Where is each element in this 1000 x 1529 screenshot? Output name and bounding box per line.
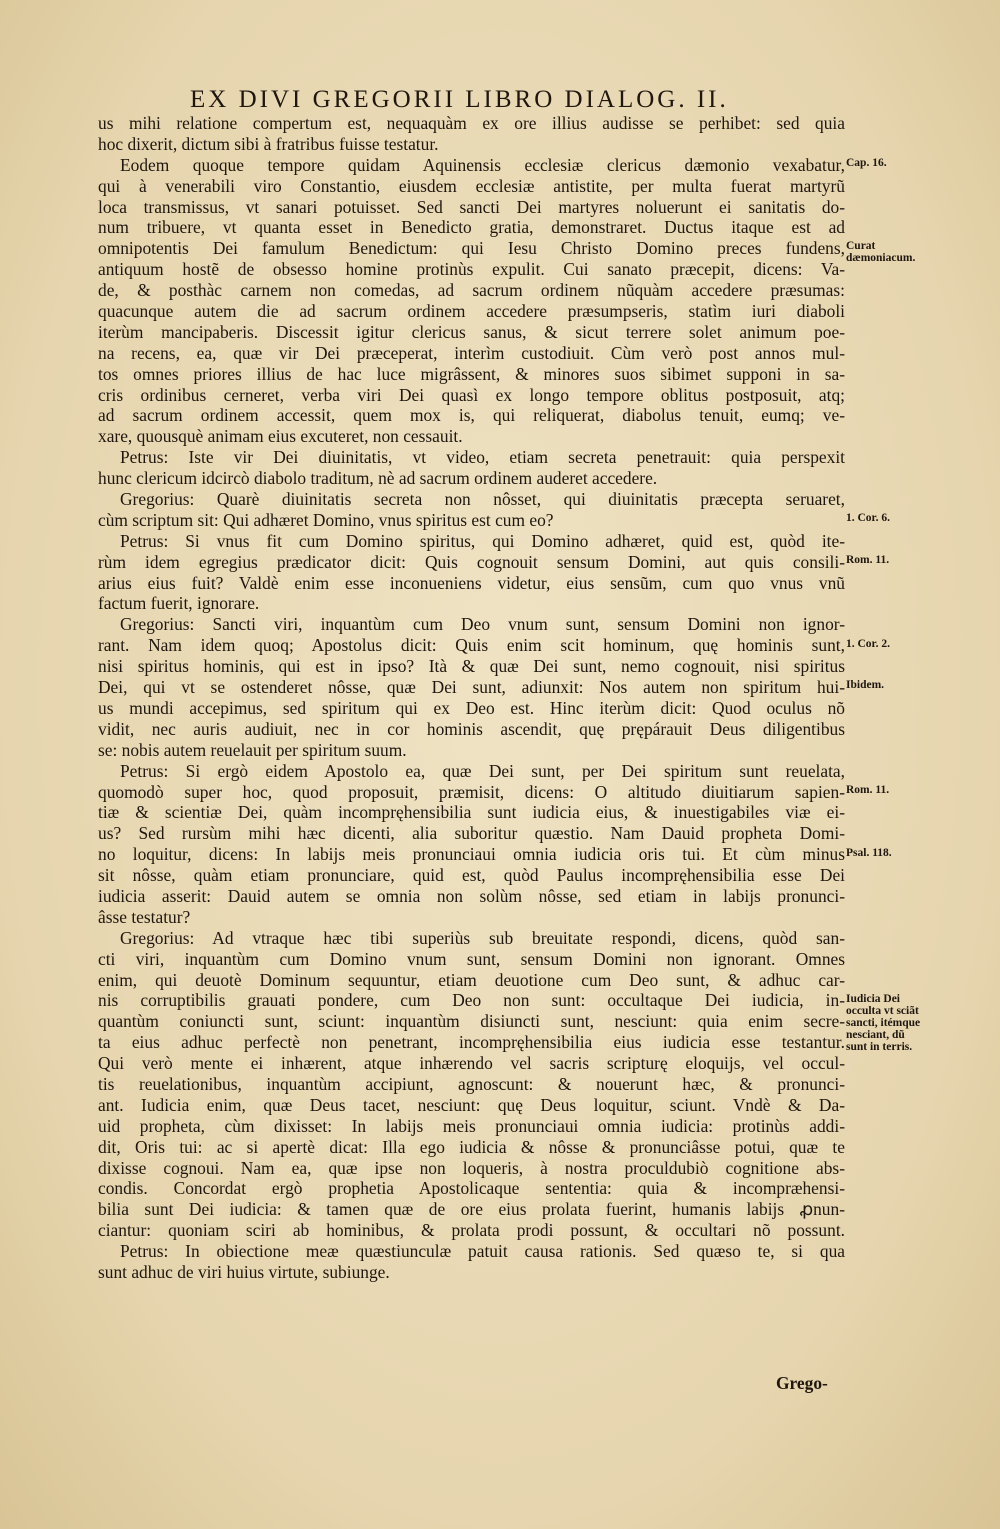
- text-line: qui à venerabili viro Constantio, eiusdem ecclesiæ antistite, per multa fuerat martyrũ: [98, 175, 845, 196]
- text-line: arius eius fuit? Valdè enim esse inconueniens videtur, eius sensũm, cum quo vnus vnũ: [98, 572, 845, 593]
- text-line: dixisse cognoui. Nam ea, quæ ipse non loqueris, à nostra proculdubiò cognitione abs-: [98, 1157, 845, 1178]
- text-line: xare, quousquè animam eius excuteret, non cessauit.: [98, 426, 463, 447]
- text-line: Petrus: Si vnus fit cum Domino spiritus, qui Domino adhæret, quid est, quòd ite-: [120, 530, 845, 551]
- margin-note: Rom. 11.: [846, 783, 890, 796]
- text-line: se: nobis autem reuelauit per spiritum suum.: [98, 739, 407, 760]
- text-line: sit nôsse, quàm etiam pronunciare, quid est, quòd Paulus incompręhensibilia esse Dei: [98, 865, 845, 886]
- text-line: quomodò super hoc, quod proposuit, præmisit, dicens: O altitudo diuitiarum sapien-: [98, 781, 845, 802]
- text-line: enim, qui deuotè Dominum sequuntur, etiam deuotione cum Deo sunt, & adhuc car-: [98, 969, 845, 990]
- margin-note: 1. Cor. 6.: [846, 512, 890, 525]
- margin-note: Curat dæmoniacum.: [846, 240, 916, 265]
- text-line: hunc clericum idcircò diabolo traditum, nè ad sacrum ordinem auderet accedere.: [98, 468, 658, 489]
- text-line: ciantur: quoniam sciri ab hominibus, & prolata prodi possunt, & occultari nõ possunt.: [98, 1220, 845, 1241]
- text-line: us mundi accepimus, sed spiritum qui ex Deo est. Hinc iterùm dicit: Quod oculus nõ: [98, 697, 845, 718]
- body-text: [98, 113, 845, 1283]
- text-line: Petrus: Iste vir Dei diuinitatis, vt video, etiam secreta penetrauit: quia perspexit: [120, 447, 845, 468]
- text-line: loca transmissus, vt sanari potuisset. Sed sancti Dei martyres noluerunt ei sanitatis do-: [98, 196, 845, 217]
- text-line: rant. Nam idem quoq; Apostolus dicit: Quis enim scit hominum, quę hominis sunt,: [98, 635, 845, 656]
- text-line: Eodem quoque tempore quidam Aquinensis ecclesiæ clericus dæmonio vexabatur,: [120, 154, 845, 175]
- text-line: de, & posthàc carnem non comedas, ad sacrum ordinem nũquàm accedere præsumas:: [98, 280, 845, 301]
- text-line: ant. Iudicia enim, quæ Deus tacet, nesciunt: quę Deus loquitur, sciunt. Vndè & Da-: [98, 1094, 845, 1115]
- text-line: ta eius adhuc perfectè non penetrant, incompręhensibilia eius iudicia esse testantur.: [98, 1032, 845, 1053]
- text-line: quantùm coniuncti sunt, sciunt: inquantùm disiuncti sunt, nesciunt: quia enim secre-: [98, 1011, 845, 1032]
- margin-note: Ibidem.: [846, 679, 885, 692]
- text-line: tiæ & scientiæ Dei, quàm incompręhensibilia sunt iudicia eius, & inuestigabiles viæ ei-: [98, 802, 845, 823]
- text-line: omnipotentis Dei famulum Benedictum: qui Iesu Christo Domino preces fundens,: [98, 238, 845, 259]
- text-line: rùm idem egregius prædicator dicit: Quis cognouit sensum Domini, aut quis consili-: [98, 551, 845, 572]
- text-line: antiquum hostẽ de obsesso homine protinùs expulit. Cui sanato præcepit, dicens: Va-: [98, 259, 845, 280]
- text-line: Gregorius: Ad vtraque hæc tibi superiùs sub breuitate respondi, dicens, quòd san-: [120, 927, 845, 948]
- text-line: na recens, ea, quæ vir Dei præceperat, interìm custodiuit. Cùm verò post annos mul-: [98, 342, 845, 363]
- text-line: iterùm mancipaberis. Discessit igitur clericus sanus, & sicut terrere solet animum poe-: [98, 321, 845, 342]
- text-line: bilia sunt Dei iudicia: & tamen quæ de ore eius prolata fuerint, humanis labijs ꝓnun-: [98, 1199, 845, 1220]
- text-line: ad sacrum ordinem accessit, quem mox is, qui reliquerat, diabolus tenuit, eumq; ve-: [98, 405, 845, 426]
- text-line: us? Sed rursùm mihi hæc dicenti, alia suboritur quæstio. Nam Dauid propheta Domi-: [98, 823, 845, 844]
- text-line: dit, Oris tui: ac si apertè dicat: Illa ego iudicia & nôsse & pronunciâsse potui, quæ te: [98, 1136, 845, 1157]
- text-line: nisi spiritus hominis, qui est in ipso? Ità & quæ Dei sunt, nemo cognouit, nisi spiritus: [98, 656, 845, 677]
- text-line: quacunque autem die ad sacrum ordinem accedere præsumpseris, statìm iuri diaboli: [98, 301, 845, 322]
- text-line: cùm scriptum sit: Qui adhæret Domino, vnus spiritus est cum eo?: [98, 509, 554, 530]
- margin-note: 1. Cor. 2.: [846, 637, 890, 650]
- margin-note: Cap. 16.: [846, 156, 887, 169]
- text-line: uid propheta, cùm dixisset: In labijs meis pronunciaui omnia iudicia: protinùs addi-: [98, 1115, 845, 1136]
- text-line: us mihi relatione compertum est, nequaquàm ex ore illius audisse se perhibet: sed quia: [98, 113, 845, 133]
- text-line: cris ordinibus cerneret, verba viri Dei quasì ex longo tempore oblitus postposuit, atq;: [98, 384, 845, 405]
- text-line: num tribuere, vt quanta esset in Benedicto gratia, demonstraret. Ductus itaque est ad: [98, 217, 845, 238]
- text-line: Dei, qui vt se ostenderet nôsse, quæ Dei sunt, adiunxit: Nos autem non spiritum hui-: [98, 677, 845, 698]
- text-line: nis corruptibilis grauati pondere, cum Deo non sunt: occultaque Dei iudicia, in-: [98, 990, 845, 1011]
- text-line: hoc dixerit, dictum sibi à fratribus fuisse testatur.: [98, 133, 439, 154]
- text-line: cti viri, inquantùm cum Domino vnum sunt, sensum Domini non ignorant. Omnes: [98, 948, 845, 969]
- text-line: vidit, nec auris audiuit, nec in cor hominis ascendit, quę prępárauit Deus diligentibus: [98, 718, 845, 739]
- text-line: iudicia asserit: Dauid autem se omnia non solùm nôsse, sed etiam in labijs pronunci-: [98, 885, 845, 906]
- text-line: Gregorius: Quarè diuinitatis secreta non nôsset, qui diuinitatis præcepta seruaret,: [120, 489, 845, 510]
- text-line: Gregorius: Sancti viri, inquantùm cum Deo vnum sunt, sensum Domini non ignor-: [120, 614, 845, 635]
- text-line: Petrus: Si ergò eidem Apostolo ea, quæ Dei sunt, per Dei spiritum sunt reuelata,: [120, 760, 845, 781]
- running-header: EX DIVI GREGORII LIBRO DIALOG. II.: [190, 86, 729, 113]
- text-line: âsse testatur?: [98, 906, 191, 927]
- catchword: Grego-: [776, 1373, 828, 1393]
- text-line: Qui verò mente ei inhærent, atque inhærendo vel sacris scripturę eloquijs, vel occul-: [98, 1053, 845, 1074]
- text-line: no loquitur, dicens: In labijs meis pronunciaui omnia iudicia oris tui. Et cùm minus: [98, 844, 845, 865]
- margin-note: Iudicia Dei occulta vt sciãt sancti, itémque nesciant, dũ sunt in terris.: [846, 992, 921, 1053]
- margin-note: Psal. 118.: [846, 846, 892, 859]
- text-line: sunt adhuc de viri huius virtute, subiunge.: [98, 1261, 390, 1282]
- text-line: condis. Concordat ergò prophetia Apostolicaque sententia: quia & incompræhensi-: [98, 1178, 845, 1199]
- text-line: Petrus: In obiectione meæ quæstiunculæ patuit causa rationis. Sed quæso te, si qua: [120, 1241, 845, 1262]
- text-line: tos omnes priores illius de hac luce migrâssent, & minores suos sibimet supponi in sa-: [98, 363, 845, 384]
- margin-note: Rom. 11.: [846, 553, 890, 566]
- text-line: tis reuelationibus, inquantùm accipiunt, agnoscunt: & nouerunt hæc, & pronunci-: [98, 1073, 845, 1094]
- text-line: factum fuerit, ignorare.: [98, 593, 260, 614]
